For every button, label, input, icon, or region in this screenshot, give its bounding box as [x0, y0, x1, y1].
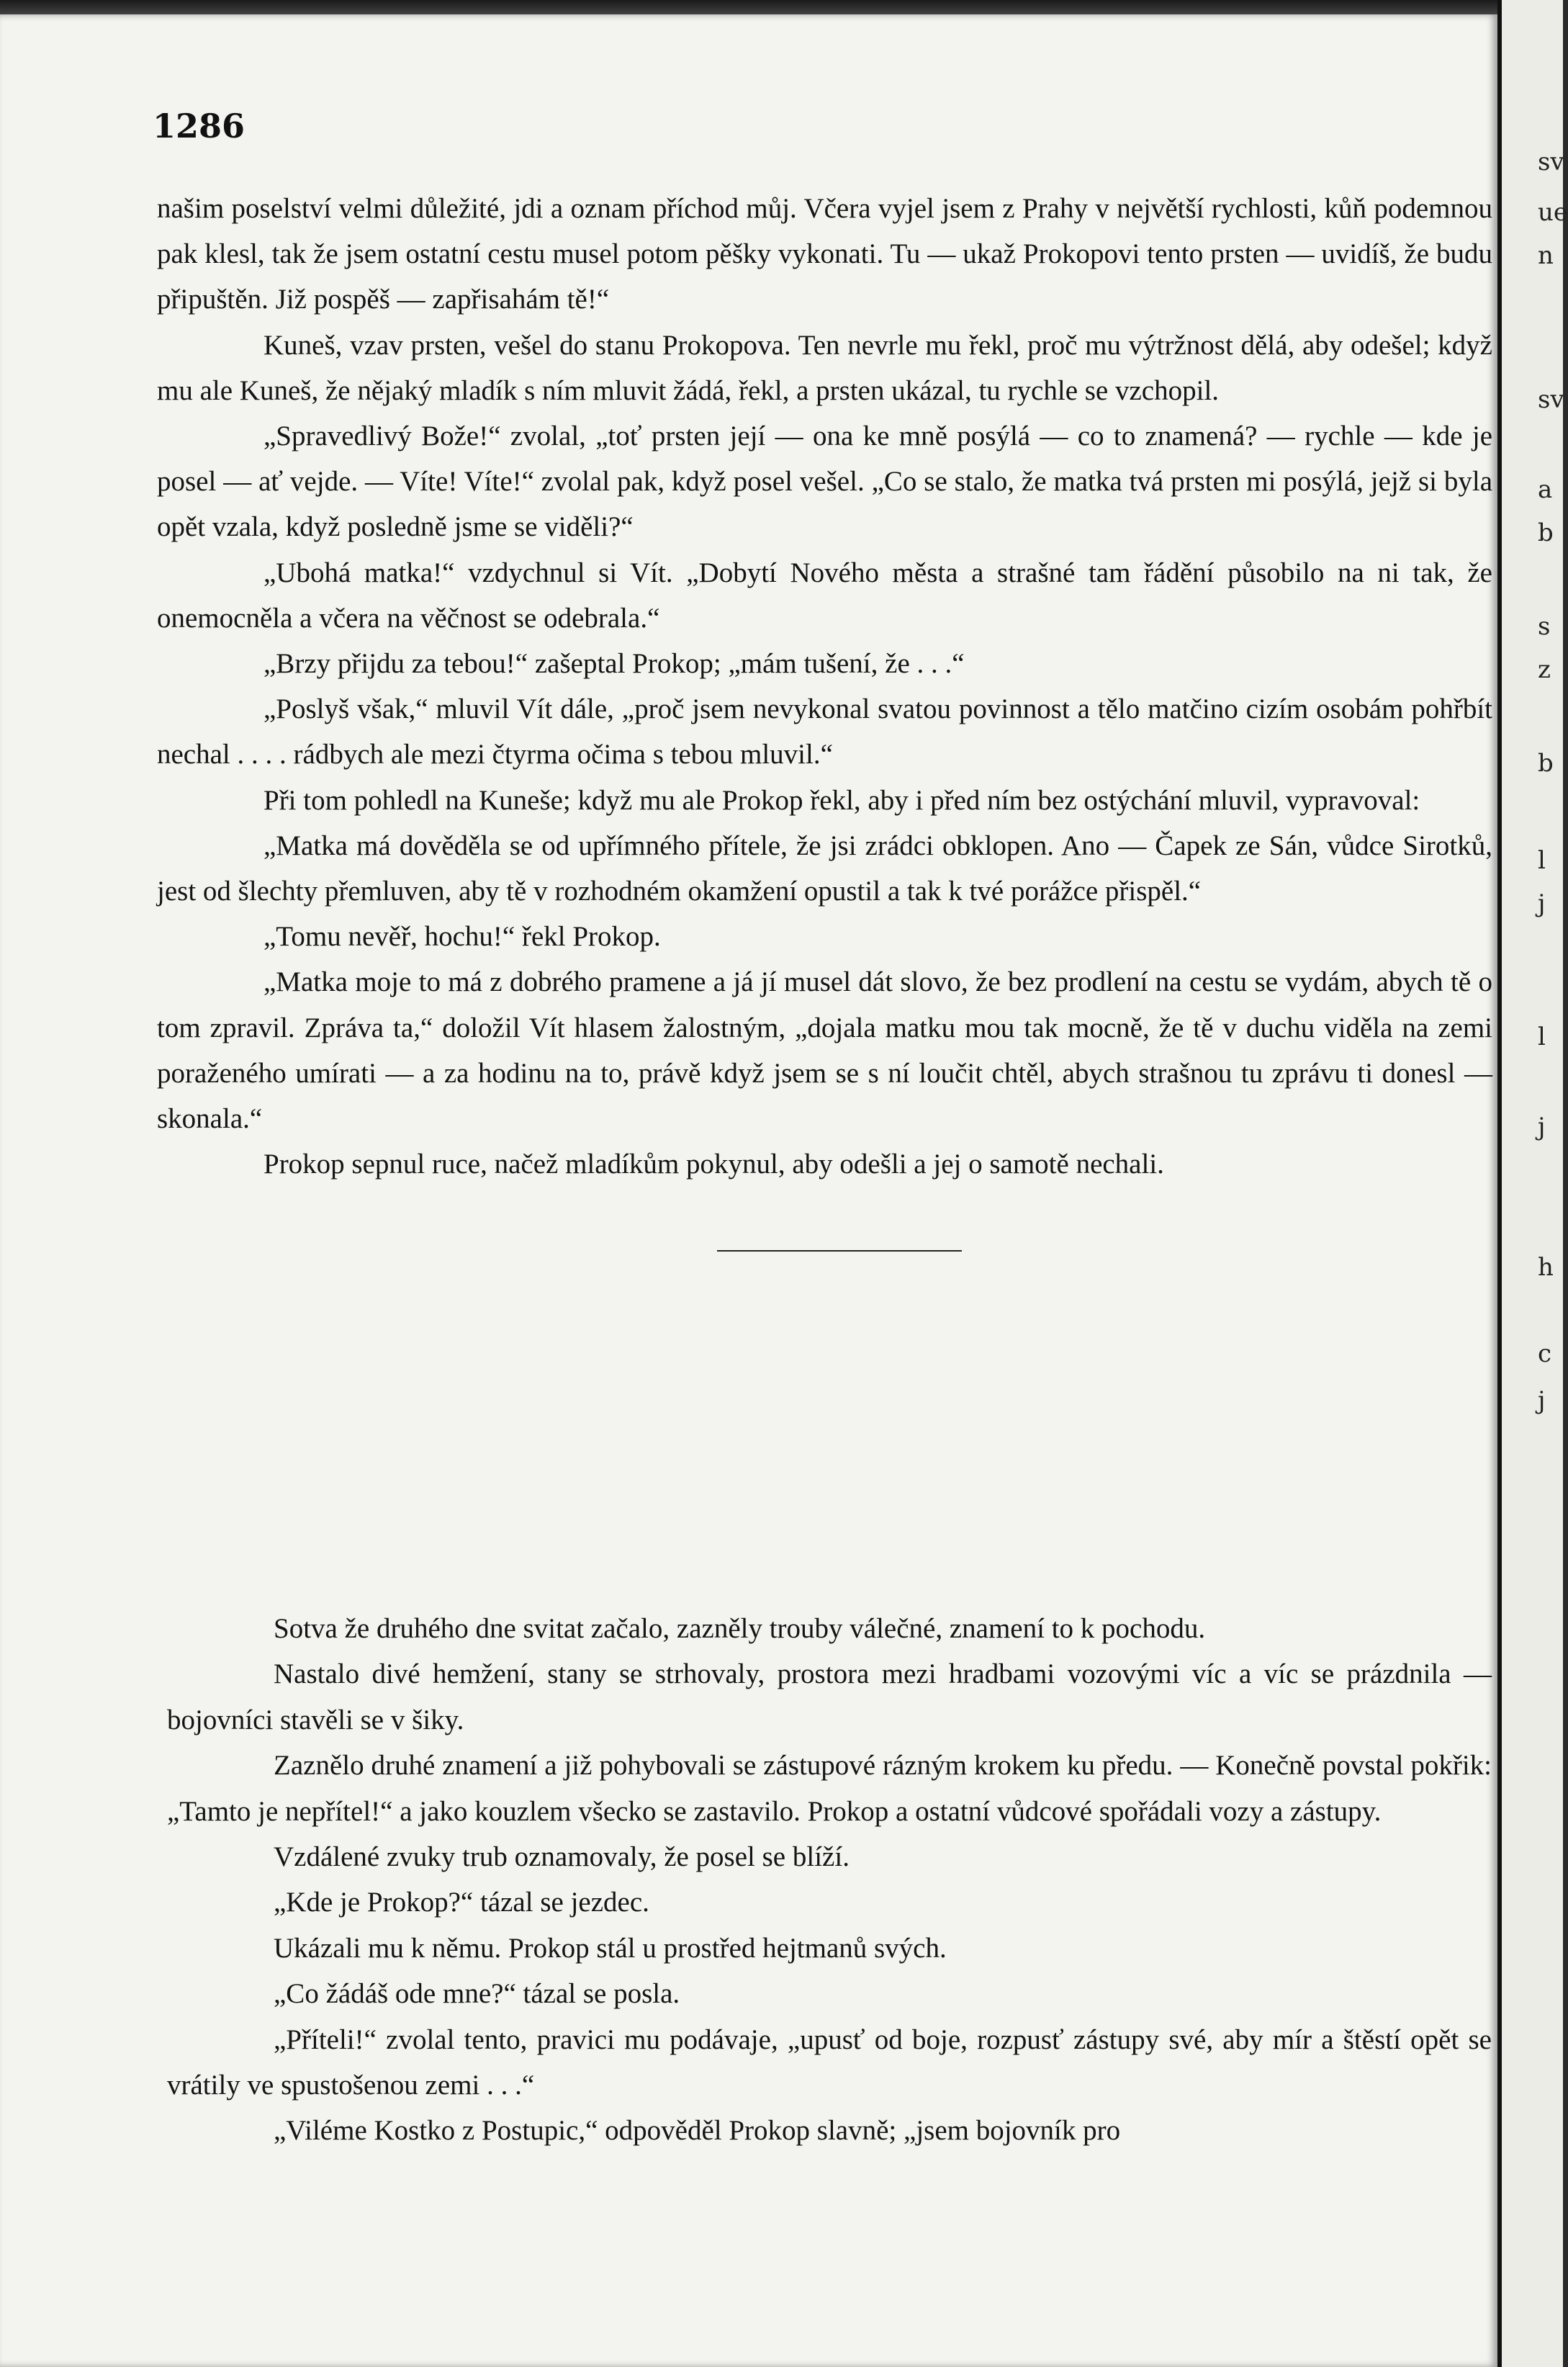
paragraph: Sotva že druhého dne svitat začalo, zazněly trouby válečné, znamení to k pochodu.: [274, 1613, 1206, 1644]
paragraph: Při tom pohledl na Kuneše; když mu ale Prokop řekl, aby i před ním bez ostýchání mluvil, vypravoval:: [263, 784, 1420, 816]
edge-text-fragment: s: [1538, 612, 1551, 641]
edge-text-fragment: l: [1538, 846, 1546, 875]
edge-text-fragment: b: [1538, 749, 1554, 778]
paragraph: Nastalo divé hemžení, stany se strhovaly, prostora mezi hradbami vozovými víc a víc se prázdnila — bojovníci stavěli se v šiky.: [167, 1658, 1492, 1735]
paragraph: „Matka má dověděla se od upřímného přítele, že jsi zrádci obklopen. Ano — Čapek ze Sán, vůdce Sirotků, jest od šlechty přemluven, aby tě v rozhodném okamžení opustil a tak k tvé porážce přispěl.“: [157, 830, 1492, 907]
edge-text-fragment: j: [1538, 1386, 1546, 1415]
paragraph: Vzdálené zvuky trub oznamovaly, že posel se blíží.: [274, 1841, 850, 1873]
paragraph: našim poselství velmi důležité, jdi a oznam příchod můj. Včera vyjel jsem z Prahy v největší rychlosti, kůň podemnou pak klesl, tak že jsem ostatní cestu musel potom pěšky vykonati. Tu — ukaž Prokopovi tento prsten — uvidíš, že budu připuštěn. Již pospěš — zapřisahám tě!“: [157, 193, 1492, 315]
edge-text-fragment: sv: [1538, 385, 1564, 414]
paragraph: „Ubohá matka!“ vzdychnul si Vít. „Dobytí Nového města a strašné tam řádění působilo na ni tak, že onemocněla a včera na věčnost se odebrala.“: [157, 557, 1492, 634]
paragraph: „Spravedlivý Bože!“ zvolal, „toť prsten její — ona ke mně posýlá — co to znamená? — rychle — kde je posel — ať vejde. — Víte! Víte!“ zvolal pak, když posel vešel. „Co se stalo, že matka tvá prsten mi posýlá, jejž si byla opět vzala, když posledně jsme se viděli?“: [157, 421, 1492, 543]
paragraph: „Viléme Kostko z Postupic,“ odpověděl Prokop slavně; „jsem bojovník pro: [274, 2115, 1121, 2147]
paragraph: „Kde je Prokop?“ tázal se jezdec.: [274, 1887, 649, 1918]
edge-text-fragment: n: [1538, 241, 1554, 270]
paragraph: „Brzy přijdu za tebou!“ zašeptal Prokop; „mám tušení, že . . .“: [263, 648, 965, 680]
edge-text-fragment: j: [1538, 1113, 1546, 1141]
text-block-top: [157, 186, 1492, 1252]
edge-text-fragment: c: [1538, 1339, 1552, 1368]
text-block-bottom: [167, 1606, 1492, 2154]
section-divider: [717, 1250, 962, 1252]
paragraph: „Poslyš však,“ mluvil Vít dále, „proč jsem nevykonal svatou povinnost a tělo matčino cizím osobám pohřbít nechal . . . . rádbych ale mezi čtyrma očima s tebou mluvil.“: [157, 693, 1492, 771]
edge-text-fragment: h: [1538, 1253, 1554, 1282]
paragraph: Ukázali mu k němu. Prokop stál u prostřed hejtmanů svých.: [274, 1932, 947, 1964]
paragraph: Zaznělo druhé znamení a již pohybovali se zástupové rázným krokem ku předu. — Konečně povstal pokřik: „Tamto je nepřítel!“ a jako kouzlem všecko se zastavilo. Prokop a ostatní vůdcové spořádali vozy a zástupy.: [167, 1750, 1492, 1827]
paragraph: „Matka moje to má z dobrého pramene a já jí musel dát slovo, že bez prodlení na cestu se vydám, abych tě o tom zpravil. Zpráva ta,“ doložil Vít hlasem žalostným, „dojala matku mou tak mocně, že tě v duchu viděla na zemi poraženého umírati — a za hodinu na to, právě když jsem se s ní loučit chtěl, abych strašnou tu zprávu ti donesl — skonala.“: [157, 966, 1492, 1135]
paragraph: „Co žádáš ode mne?“ tázal se posla.: [274, 1978, 680, 2010]
paragraph: „Příteli!“ zvolal tento, pravici mu podávaje, „upusť od boje, rozpusť zástupy své, aby mír a štěstí opět se vrátily ve spustošenou zemi . . .“: [167, 2024, 1492, 2101]
edge-text-fragment: a: [1538, 475, 1553, 504]
edge-text-fragment: z: [1538, 655, 1551, 684]
page-number: 1286: [153, 107, 245, 145]
edge-text-fragment: b: [1538, 518, 1554, 547]
paragraph: Kuneš, vzav prsten, vešel do stanu Prokopova. Ten nevrle mu řekl, proč mu výtržnost dělá, aby odešel; když mu ale Kuneš, že nějaký mladík s ním mluvit žádá, řekl, a prsten ukázal, tu rychle se vzchopil.: [157, 329, 1492, 406]
edge-text-fragment: l: [1538, 1023, 1546, 1051]
paragraph: Prokop sepnul ruce, načež mladíkům pokynul, aby odešli a jej o samotě nechali.: [263, 1149, 1164, 1180]
edge-text-fragment: j: [1538, 889, 1546, 918]
edge-text-fragment: ue: [1538, 198, 1568, 227]
paragraph: „Tomu nevěř, hochu!“ řekl Prokop.: [263, 921, 661, 953]
edge-text-fragment: sv: [1538, 148, 1564, 176]
adjacent-page-edge: [1497, 0, 1568, 2367]
book-page: [0, 14, 1497, 2367]
